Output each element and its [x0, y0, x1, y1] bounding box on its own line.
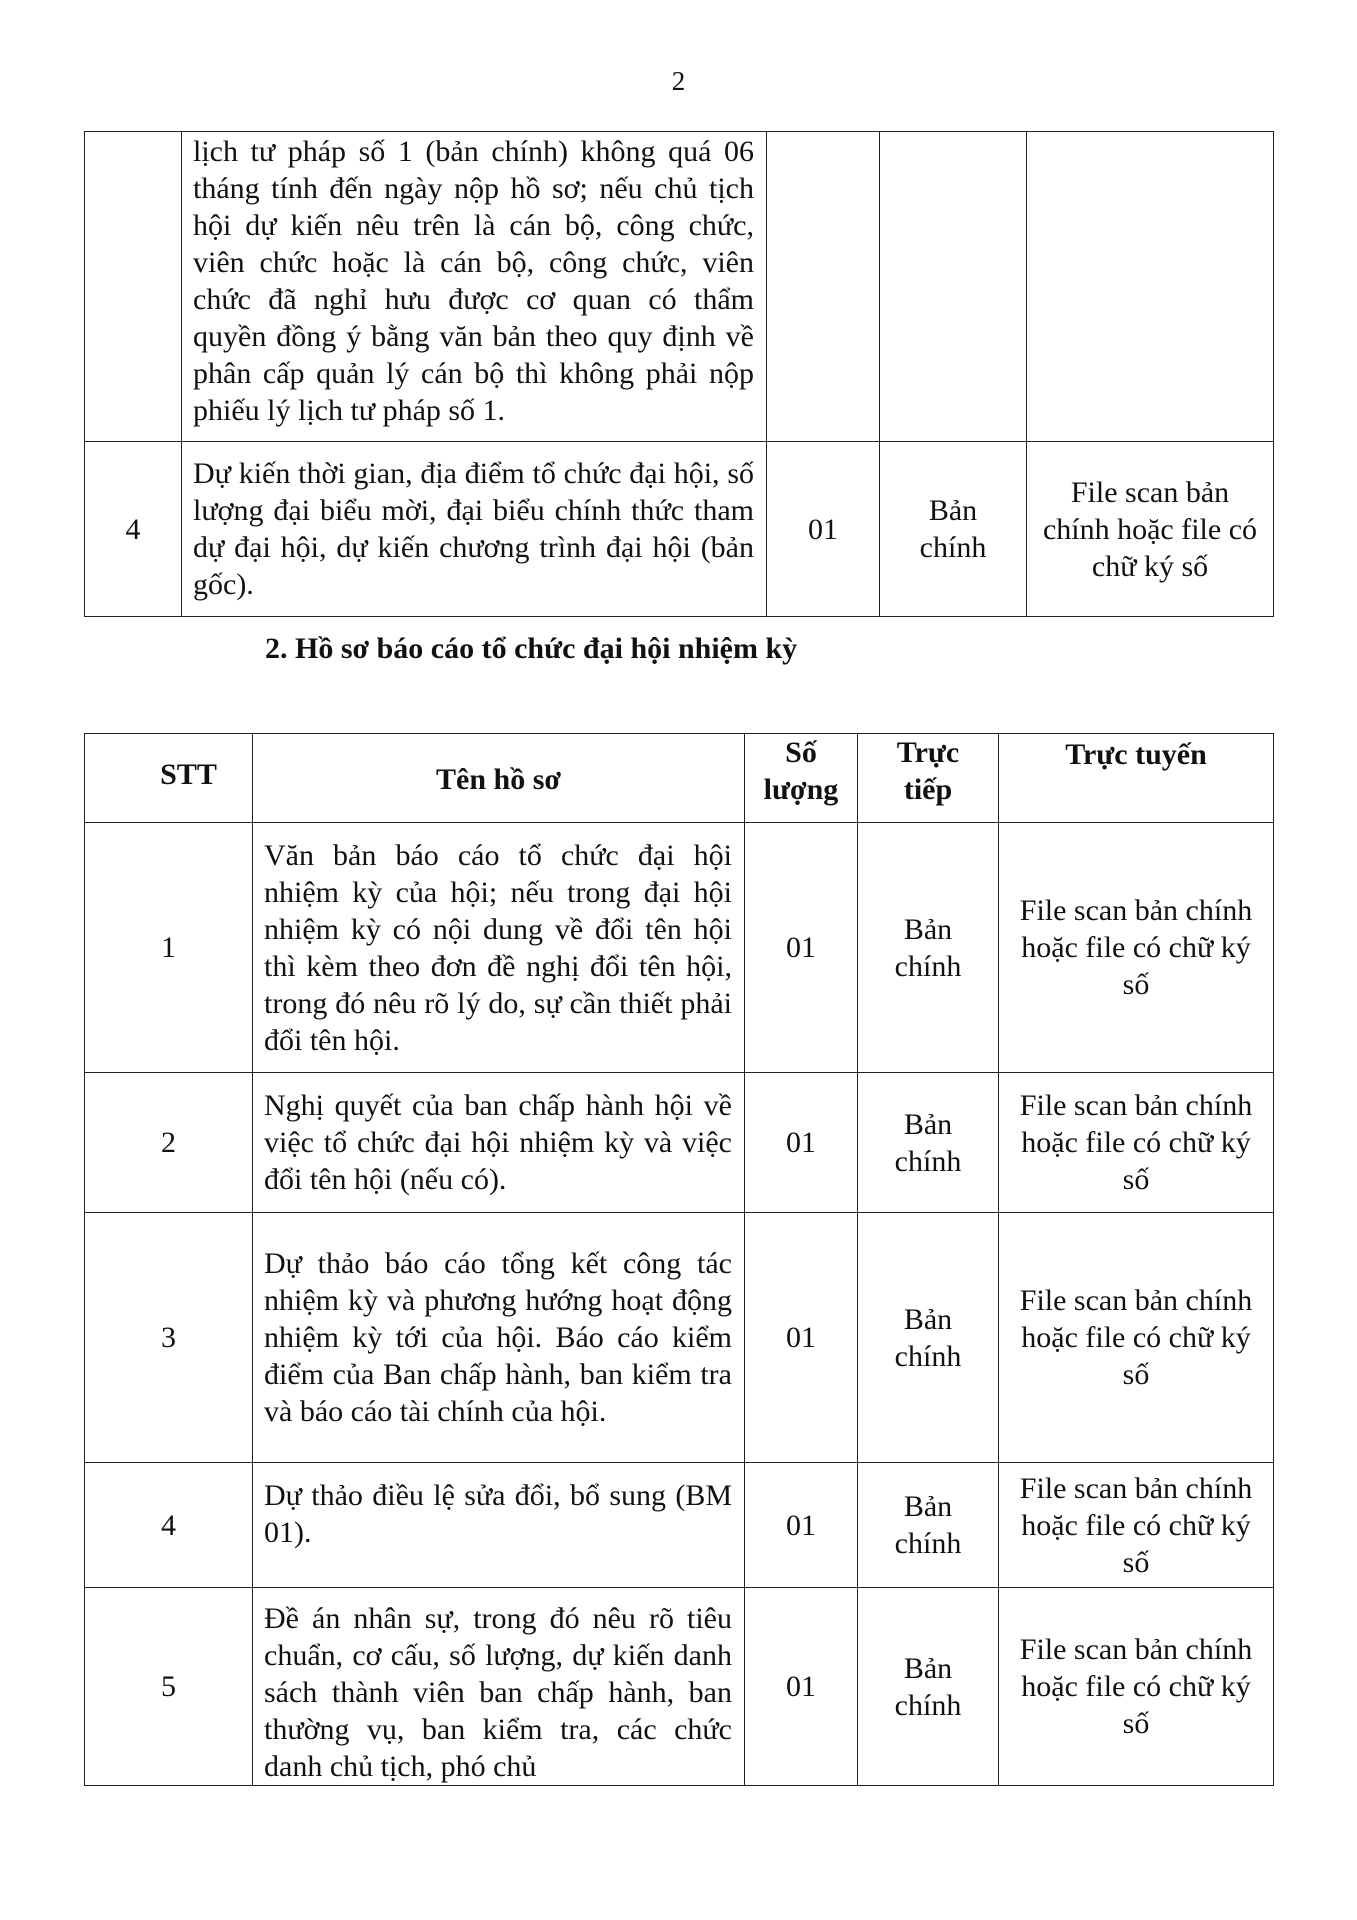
table-row: [85, 823, 1274, 1073]
stt-cell: 1: [85, 823, 253, 1073]
page-number: 2: [671, 66, 686, 96]
quantity-cell: 01: [767, 442, 880, 617]
table-row: [85, 1213, 1274, 1463]
section-heading: 2. Hồ sơ báo cáo tổ chức đại hội nhiệm kỳ: [265, 632, 798, 665]
direct-cell: Bản chính: [880, 442, 1027, 617]
table-row: [85, 132, 1274, 442]
quantity-cell: 01: [745, 1073, 858, 1213]
table-row: [85, 1588, 1274, 1786]
record-name-cell: Nghị quyết của ban chấp hành hội về việc tổ chức đại hội nhiệm kỳ và việc đổi tên hội (nếu có).: [253, 1073, 745, 1213]
record-name-cell: Dự thảo điều lệ sửa đổi, bổ sung (BM 01).: [253, 1463, 745, 1588]
stt-cell: 5: [85, 1588, 253, 1786]
online-cell: File scan bản chính hoặc file có chữ ký số: [999, 1213, 1274, 1463]
record-name-cell: lịch tư pháp số 1 (bản chính) không quá 06 tháng tính đến ngày nộp hồ sơ; nếu chủ tịch hội dự kiến nêu trên là cán bộ, công chức, viên chức hoặc là cán bộ, công chức, viên chức đã nghỉ hưu được cơ quan có thẩm quyền đồng ý bằng văn bản theo quy định về phân cấp quản lý cán bộ thì không phải nộp phiếu lý lịch tư pháp số 1.: [182, 132, 767, 442]
table-row: [85, 442, 1274, 617]
online-cell: File scan bản chính hoặc file có chữ ký số: [999, 823, 1274, 1073]
quantity-cell: [767, 132, 880, 442]
quantity-cell: 01: [745, 823, 858, 1073]
records-table-continued: [84, 131, 1274, 617]
stt-cell: 3: [85, 1213, 253, 1463]
stt-cell: 4: [85, 1463, 253, 1588]
direct-cell: [880, 132, 1027, 442]
header-direct: Trực tiếp: [858, 734, 999, 823]
record-name-cell: Đề án nhân sự, trong đó nêu rõ tiêu chuẩn, cơ cấu, số lượng, dự kiến danh sách thành viên ban chấp hành, ban thường vụ, ban kiểm tra, các chức danh chủ tịch, phó chủ: [253, 1588, 745, 1786]
online-cell: File scan bản chính hoặc file có chữ ký số: [999, 1073, 1274, 1213]
table-row: [85, 1463, 1274, 1588]
stt-cell: [85, 132, 182, 442]
direct-cell: Bản chính: [858, 1588, 999, 1786]
header-name: Tên hồ sơ: [253, 734, 745, 823]
direct-cell: Bản chính: [858, 1463, 999, 1588]
stt-cell: 4: [85, 442, 182, 617]
online-cell: [1027, 132, 1274, 442]
record-name-cell: Dự thảo báo cáo tổng kết công tác nhiệm kỳ và phương hướng hoạt động nhiệm kỳ tới của hội. Báo cáo kiểm điểm của Ban chấp hành, ban kiểm tra và báo cáo tài chính của hội.: [253, 1213, 745, 1463]
header-online: Trực tuyến: [999, 734, 1274, 823]
header-quantity: Số lượng: [745, 734, 858, 823]
direct-cell: Bản chính: [858, 1073, 999, 1213]
record-name-cell: Văn bản báo cáo tổ chức đại hội nhiệm kỳ của hội; nếu trong đại hội nhiệm kỳ có nội dung về đổi tên hội thì kèm theo đơn đề nghị đổi tên hội, trong đó nêu rõ lý do, sự cần thiết phải đổi tên hội.: [253, 823, 745, 1073]
direct-cell: Bản chính: [858, 823, 999, 1073]
table-row: [85, 1073, 1274, 1213]
quantity-cell: 01: [745, 1213, 858, 1463]
table-header-row: [85, 734, 1274, 823]
congress-report-table: [84, 733, 1274, 1786]
header-stt: STT: [85, 734, 253, 823]
record-name-cell: Dự kiến thời gian, địa điểm tổ chức đại hội, số lượng đại biểu mời, đại biểu chính thức tham dự đại hội, dự kiến chương trình đại hội (bản gốc).: [182, 442, 767, 617]
online-cell: File scan bản chính hoặc file có chữ ký số: [1027, 442, 1274, 617]
quantity-cell: 01: [745, 1588, 858, 1786]
quantity-cell: 01: [745, 1463, 858, 1588]
online-cell: File scan bản chính hoặc file có chữ ký số: [999, 1588, 1274, 1786]
stt-cell: 2: [85, 1073, 253, 1213]
online-cell: File scan bản chính hoặc file có chữ ký số: [999, 1463, 1274, 1588]
direct-cell: Bản chính: [858, 1213, 999, 1463]
